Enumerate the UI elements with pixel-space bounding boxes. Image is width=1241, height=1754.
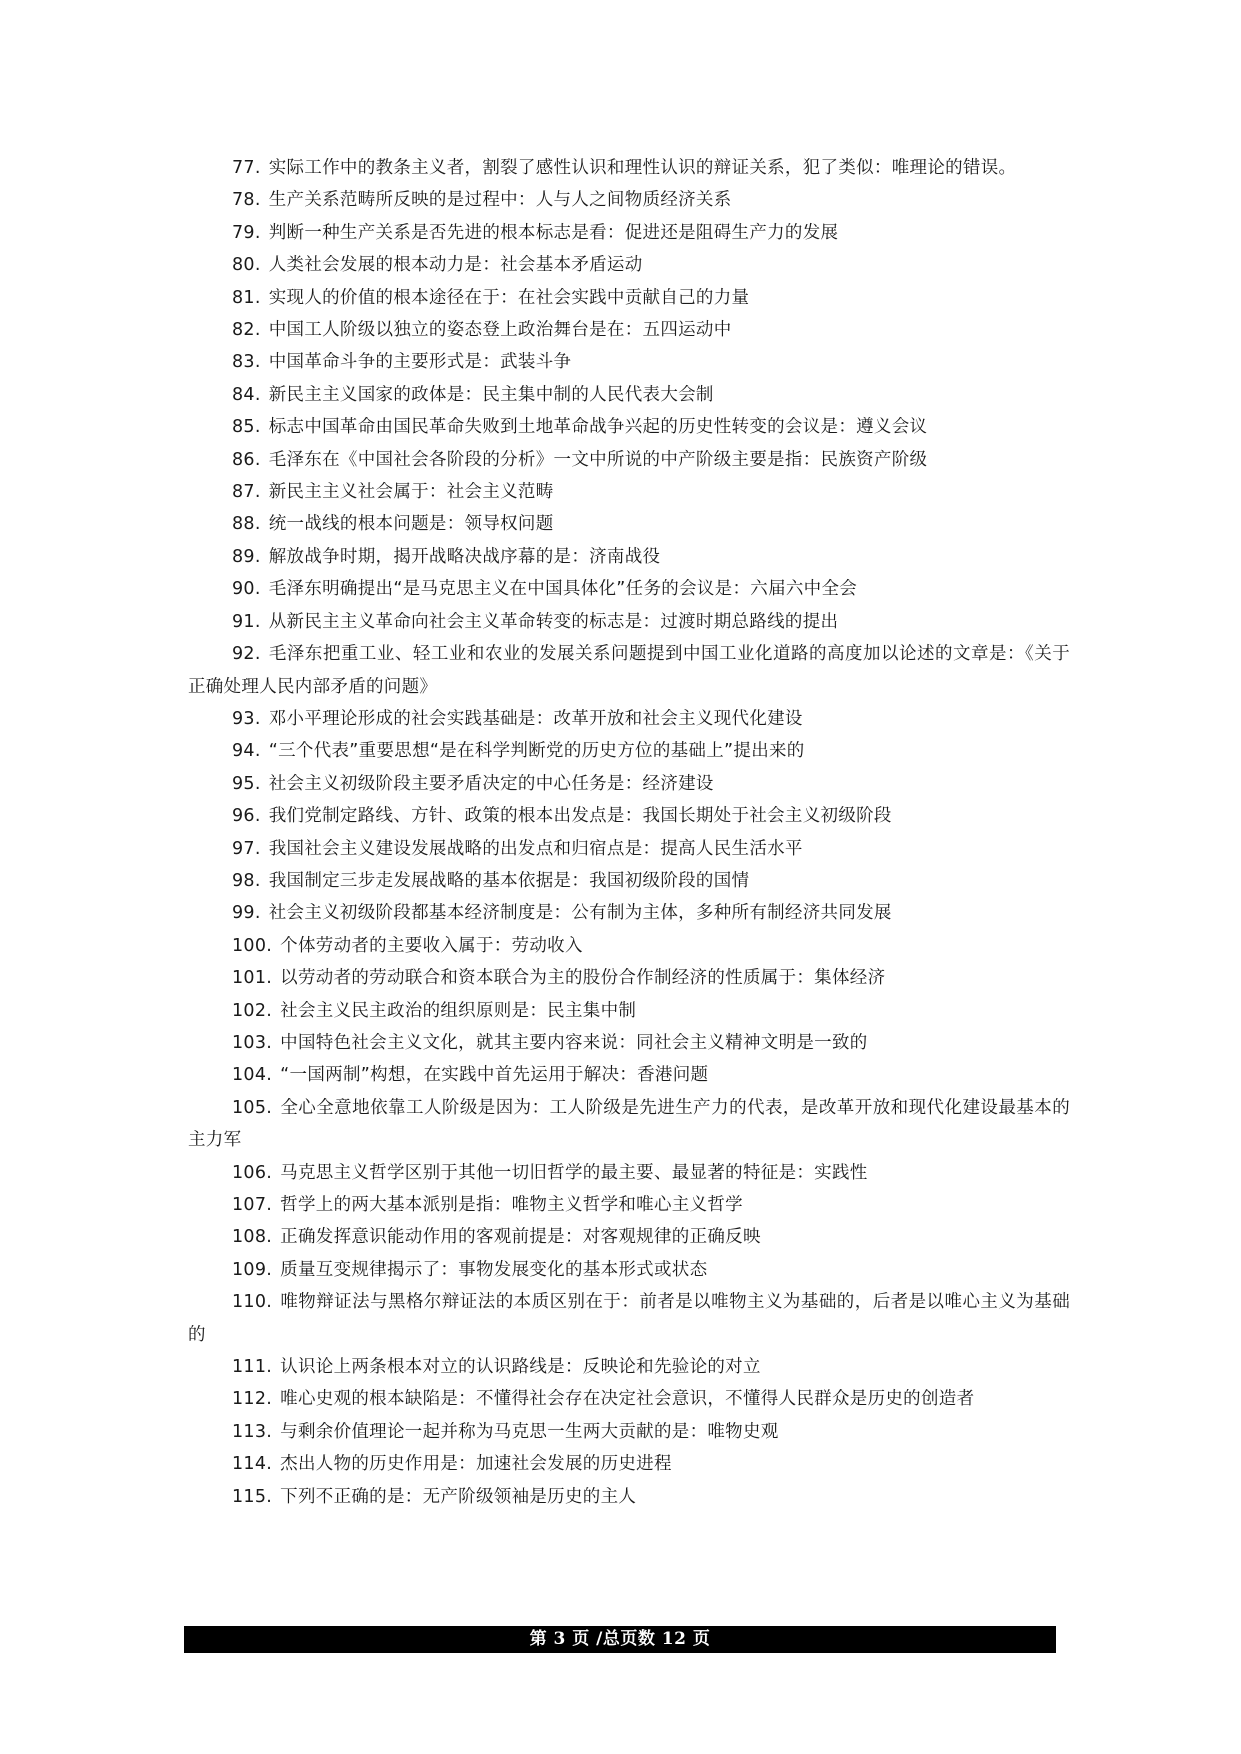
item-number: 79. (232, 222, 261, 243)
item-text: 中国特色社会主义文化，就其主要内容来说：同社会主义精神文明是一致的 (280, 1032, 868, 1053)
list-item (188, 735, 1070, 767)
item-number: 78. (232, 190, 261, 211)
list-item (188, 865, 1070, 897)
item-number: 98. (232, 870, 261, 891)
list-item (188, 1157, 1070, 1189)
item-number: 115. (232, 1486, 273, 1507)
item-number: 94. (232, 741, 261, 762)
item-text: 统一战线的根本问题是：领导权问题 (268, 514, 554, 535)
list-item (188, 249, 1070, 281)
question-list (188, 152, 1070, 1513)
item-number: 99. (232, 903, 261, 924)
item-number: 83. (232, 352, 261, 373)
item-text: 认识论上两条根本对立的认识路线是：反映论和先验论的对立 (280, 1357, 761, 1378)
item-text: 社会主义民主政治的组织原则是：民主集中制 (280, 1000, 637, 1021)
item-number: 110. (232, 1292, 273, 1313)
item-text: “三个代表”重要思想“是在科学判断党的历史方位的基础上”提出来的 (268, 741, 805, 762)
list-item (188, 217, 1070, 249)
item-number: 92. (232, 644, 261, 665)
item-text: 人类社会发展的根本动力是：社会基本矛盾运动 (268, 255, 643, 276)
item-number: 105. (232, 1097, 273, 1118)
list-item (188, 1221, 1070, 1253)
list-item (188, 1092, 1070, 1157)
item-number: 90. (232, 579, 261, 600)
item-number: 106. (232, 1162, 273, 1183)
item-text: 邓小平理论形成的社会实践基础是：改革开放和社会主义现代化建设 (268, 708, 803, 729)
item-number: 91. (232, 611, 261, 632)
page-number-label: 第 3 页 /总页数 12 页 (529, 1629, 711, 1649)
item-number: 81. (232, 287, 261, 308)
item-number: 113. (232, 1421, 273, 1442)
item-text: 判断一种生产关系是否先进的根本标志是看：促进还是阻碍生产力的发展 (268, 222, 839, 243)
item-text: 毛泽东明确提出“是马克思主义在中国具体化”任务的会议是：六届六中全会 (268, 579, 858, 600)
item-number: 107. (232, 1195, 273, 1215)
list-item (188, 346, 1070, 378)
list-item (188, 800, 1070, 832)
list-item (188, 606, 1070, 638)
list-item (188, 1383, 1070, 1415)
item-number: 80. (232, 255, 261, 276)
list-item (188, 703, 1070, 735)
list-item (188, 152, 1070, 184)
item-text: 全心全意地依靠工人阶级是因为：工人阶级是先进生产力的代表，是改革开放和现代化建设最基本的主力军 (188, 1097, 1070, 1151)
item-text: 质量互变规律揭示了：事物发展变化的基本形式或状态 (280, 1259, 708, 1280)
item-number: 97. (232, 838, 261, 859)
list-item (188, 573, 1070, 605)
item-number: 82. (232, 320, 261, 341)
item-text: 正确发挥意识能动作用的客观前提是：对客观规律的正确反映 (280, 1227, 761, 1248)
item-text: 我国制定三步走发展战略的基本依据是：我国初级阶段的国情 (268, 870, 750, 891)
item-number: 111. (232, 1357, 273, 1378)
item-text: 我们党制定路线、方针、政策的根本出发点是：我国长期处于社会主义初级阶段 (268, 806, 892, 827)
item-text: 生产关系范畴所反映的是过程中：人与人之间物质经济关系 (268, 190, 732, 211)
item-text: “一国两制”构想，在实践中首先运用于解决：香港问题 (280, 1065, 709, 1086)
item-text: 哲学上的两大基本派别是指：唯物主义哲学和唯心主义哲学 (280, 1195, 743, 1215)
item-number: 88. (232, 514, 261, 535)
list-item (188, 1286, 1070, 1351)
item-text: 下列不正确的是：无产阶级领袖是历史的主人 (280, 1486, 637, 1507)
list-item (188, 638, 1070, 703)
list-item (188, 1059, 1070, 1091)
page-footer (184, 1626, 1056, 1653)
list-item (188, 476, 1070, 508)
item-number: 102. (232, 1000, 273, 1021)
item-text: 社会主义初级阶段主要矛盾决定的中心任务是：经济建设 (268, 773, 714, 794)
list-item (188, 930, 1070, 962)
list-item (188, 768, 1070, 800)
item-text: 标志中国革命由国民革命失败到土地革命战争兴起的历史性转变的会议是：遵义会议 (268, 417, 928, 438)
list-item (188, 411, 1070, 443)
list-item (188, 1189, 1070, 1221)
list-item (188, 1416, 1070, 1448)
item-number: 112. (232, 1389, 273, 1410)
item-number: 104. (232, 1065, 273, 1086)
item-text: 解放战争时期，揭开战略决战序幕的是：济南战役 (268, 546, 661, 567)
item-text: 我国社会主义建设发展战略的出发点和归宿点是：提高人民生活水平 (268, 838, 803, 859)
item-number: 100. (232, 935, 273, 956)
list-item (188, 184, 1070, 216)
item-number: 96. (232, 806, 261, 827)
list-item (188, 282, 1070, 314)
item-number: 103. (232, 1032, 273, 1053)
item-text: 与剩余价值理论一起并称为马克思一生两大贡献的是：唯物史观 (280, 1421, 779, 1442)
item-text: 马克思主义哲学区别于其他一切旧哲学的最主要、最显著的特征是：实践性 (280, 1162, 868, 1183)
item-text: 从新民主主义革命向社会主义革命转变的标志是：过渡时期总路线的提出 (268, 611, 839, 632)
item-text: 社会主义初级阶段都基本经济制度是：公有制为主体，多种所有制经济共同发展 (268, 903, 892, 924)
item-text: 中国工人阶级以独立的姿态登上政治舞台是在：五四运动中 (268, 320, 732, 341)
item-number: 114. (232, 1454, 273, 1475)
item-number: 101. (232, 968, 273, 989)
item-text: 新民主主义社会属于：社会主义范畴 (268, 482, 554, 503)
list-item (188, 508, 1070, 540)
item-number: 84. (232, 384, 261, 405)
list-item (188, 1254, 1070, 1286)
item-text: 中国革命斗争的主要形式是：武装斗争 (268, 352, 572, 373)
list-item (188, 995, 1070, 1027)
item-number: 95. (232, 773, 261, 794)
list-item (188, 1351, 1070, 1383)
item-number: 86. (232, 449, 261, 470)
list-item (188, 541, 1070, 573)
item-number: 87. (232, 482, 261, 503)
list-item (188, 1448, 1070, 1480)
item-text: 实际工作中的教条主义者，割裂了感性认识和理性认识的辩证关系，犯了类似：唯理论的错误。 (268, 158, 1017, 178)
item-text: 新民主主义国家的政体是：民主集中制的人民代表大会制 (268, 384, 714, 405)
item-number: 77. (232, 158, 261, 178)
item-text: 唯心史观的根本缺陷是：不懂得社会存在决定社会意识，不懂得人民群众是历史的创造者 (280, 1389, 975, 1410)
list-item (188, 1027, 1070, 1059)
list-item (188, 897, 1070, 929)
item-text: 毛泽东把重工业、轻工业和农业的发展关系问题提到中国工业化道路的高度加以论述的文章是：《关于正确处理人民内部矛盾的问题》 (188, 644, 1070, 697)
item-number: 85. (232, 417, 261, 438)
item-number: 93. (232, 708, 261, 729)
item-number: 108. (232, 1227, 273, 1248)
item-number: 89. (232, 546, 261, 567)
list-item (188, 833, 1070, 865)
item-text: 实现人的价值的根本途径在于：在社会实践中贡献自己的力量 (268, 287, 750, 308)
list-item (188, 1481, 1070, 1513)
item-text: 以劳动者的劳动联合和资本联合为主的股份合作制经济的性质属于：集体经济 (280, 968, 886, 989)
item-text: 个体劳动者的主要收入属于：劳动收入 (280, 935, 583, 956)
list-item (188, 444, 1070, 476)
list-item (188, 379, 1070, 411)
item-number: 109. (232, 1259, 273, 1280)
list-item (188, 962, 1070, 994)
item-text: 唯物辩证法与黑格尔辩证法的本质区别在于：前者是以唯物主义为基础的，后者是以唯心主义为基础的 (188, 1292, 1070, 1345)
list-item (188, 314, 1070, 346)
item-text: 毛泽东在《中国社会各阶段的分析》一文中所说的中产阶级主要是指：民族资产阶级 (268, 449, 928, 470)
item-text: 杰出人物的历史作用是：加速社会发展的历史进程 (280, 1454, 672, 1475)
